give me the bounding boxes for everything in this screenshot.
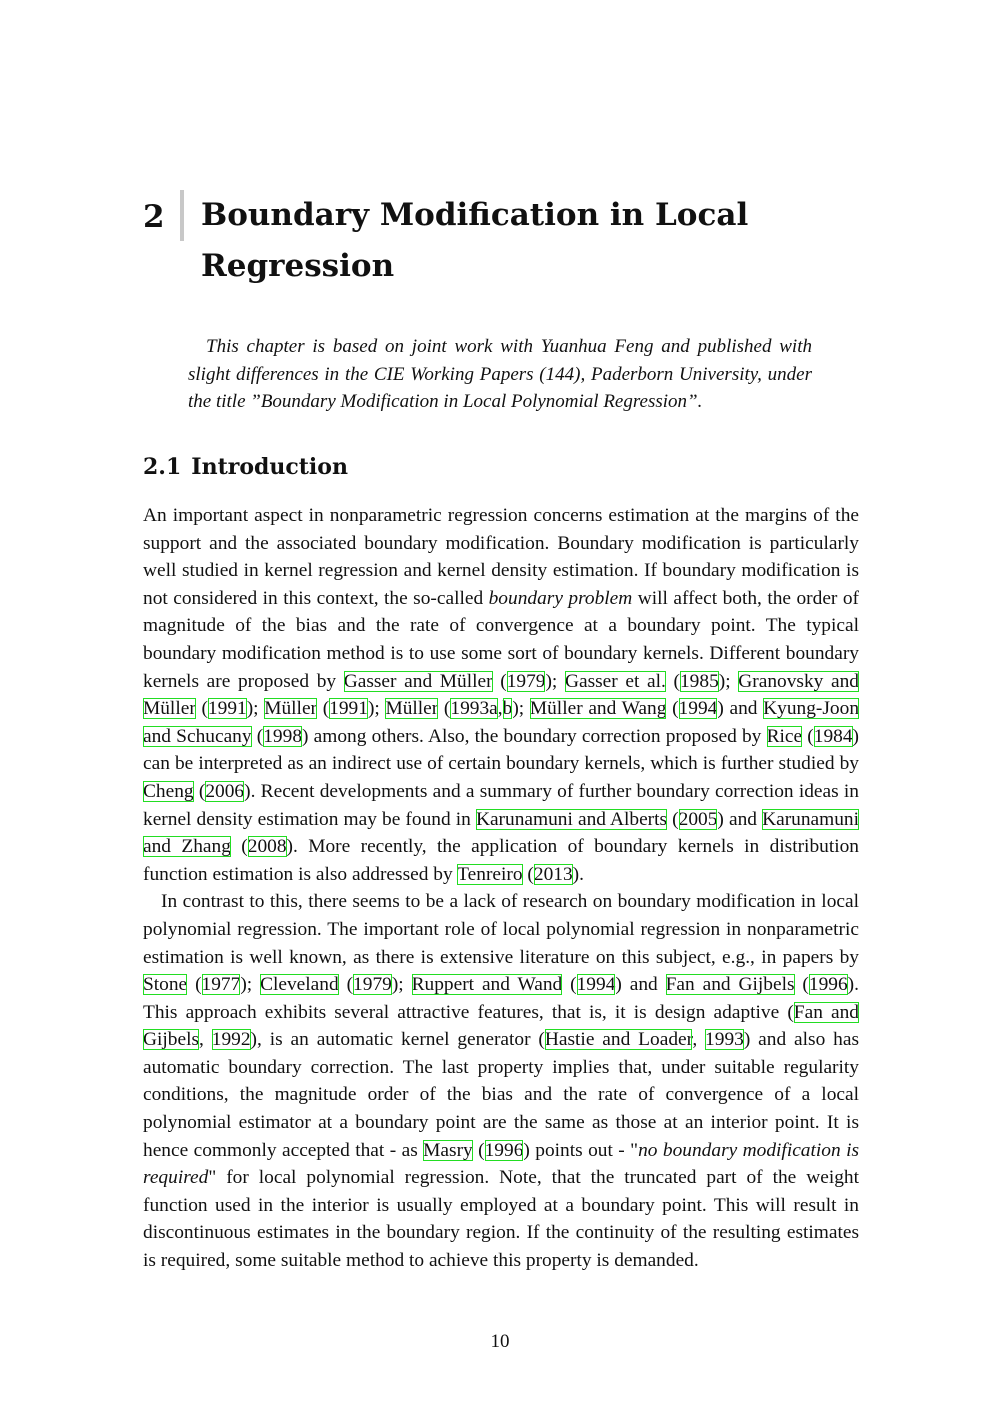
section-number: 2.1: [143, 454, 182, 480]
citation-link[interactable]: Karunamuni and Alberts: [475, 808, 668, 830]
text-run: );: [367, 698, 386, 720]
text-run: ) and: [717, 808, 763, 830]
section-title: Introduction: [191, 454, 348, 480]
citation-year-link[interactable]: 1984: [813, 725, 853, 747]
citation-year-link[interactable]: 1994: [576, 974, 616, 996]
section-heading: [143, 452, 348, 482]
chapter-number: 2: [143, 199, 165, 235]
citation-link[interactable]: Karunamuni and Zhang: [143, 808, 860, 858]
citation-link[interactable]: Gasser et al.: [564, 670, 666, 692]
text-run: ), is an automatic kernel generator (: [250, 1029, 545, 1051]
text-run: ) and: [717, 698, 764, 720]
text-run: );: [545, 670, 565, 692]
text-run: In contrast to this, there seems to be a lack of research on boundary modification in local polynomial regression. The important role of local polynomial regression in nonparametric estimation is well known, as there is extensive literature on this subject, e.g., in papers by: [143, 891, 859, 968]
text-run: " for local polynomial regression. Note, that the truncated part of the weight function used in the interior is usually employed at a boundary point. This will result in discontinuous estimates in the boundary region. If the continuity of the resulting estimates is required, some suitable method to achieve this property is demanded.: [143, 1167, 859, 1272]
text-run: ,: [199, 1029, 212, 1051]
citation-link[interactable]: Hastie and Loader: [544, 1029, 693, 1051]
citation-link[interactable]: Fan and Gijbels: [143, 1001, 859, 1051]
citation-link[interactable]: Kyung-Joon and Schucany: [143, 698, 860, 747]
text-run: (: [666, 698, 679, 720]
text-run: ). More recently, the application of boundary kernels in distribution function estimation is also addressed by: [143, 836, 860, 885]
citation-link[interactable]: Masry: [423, 1139, 473, 1161]
text-run: ) and: [615, 974, 666, 996]
text-run: ). Recent developments and a summary of further boundary correction ideas in kernel density estimation may be found in: [143, 780, 859, 830]
text-run: (: [338, 974, 354, 996]
text-run: ,: [692, 1029, 706, 1051]
citation-year-link[interactable]: 1993a: [450, 698, 498, 720]
citation-link[interactable]: Müller: [264, 698, 318, 720]
citation-year-link[interactable]: 1979: [353, 974, 392, 996]
text-run: (: [472, 1139, 485, 1161]
citation-year-link[interactable]: 1996: [808, 974, 848, 996]
text-run: (: [193, 780, 206, 802]
text-run: );: [240, 974, 261, 996]
text-run: (: [251, 725, 264, 747]
citation-year-link[interactable]: 2005: [678, 808, 718, 830]
text-run: ).: [572, 863, 584, 885]
page-number: 10: [490, 1331, 510, 1352]
text-run: );: [391, 974, 412, 996]
citation-link[interactable]: Cleveland: [260, 974, 339, 996]
citation-year-link[interactable]: 1998: [263, 725, 303, 747]
text-run: (: [667, 808, 679, 830]
text-run: );: [246, 698, 265, 720]
emphasis: boundary problem: [488, 587, 633, 609]
text-run: (: [665, 670, 680, 692]
chapter-divider: [180, 190, 184, 241]
text-run: (: [522, 863, 534, 885]
citation-year-link[interactable]: 1979: [506, 670, 546, 692]
citation-year-link[interactable]: 1994: [678, 698, 718, 720]
text-run: (: [438, 698, 451, 720]
text-run: (: [794, 974, 809, 996]
citation-link[interactable]: Gasser and Müller: [343, 670, 493, 692]
text-run: (: [230, 836, 248, 858]
chapter-note: [188, 333, 812, 416]
citation-year-link[interactable]: 1992: [211, 1029, 251, 1051]
text-run: ) points out - ": [523, 1139, 639, 1161]
citation-year-link[interactable]: 2013: [533, 863, 573, 885]
citation-year-link[interactable]: 1991: [329, 698, 368, 720]
citation-link[interactable]: Rice: [766, 725, 803, 747]
citation-link[interactable]: Ruppert and Wand: [411, 974, 563, 996]
citation-year-link[interactable]: 1977: [201, 974, 241, 996]
text-run: ) and also has automatic boundary correction. The last property implies that, under suitable regularity conditions, the magnitude order of the bias and the rate of convergence of a local polynomial estimator at a boundary point are the same as those at an interior point. It is hence commonly accepted that - as: [143, 1029, 859, 1161]
text-run: ). This approach exhibits several attractive features, that is, it is design adaptive (: [143, 974, 859, 1023]
citation-year-link[interactable]: 2008: [247, 836, 287, 858]
chapter-note-text: This chapter is based on joint work with Yuanhua Feng and published with slight differences in the CIE Working Papers (144), Paderborn University, under the title ”Boundary Modification in Local Polynomial Regression”.: [188, 336, 812, 412]
citation-year-link[interactable]: 1991: [207, 698, 247, 720]
text-run: (: [187, 974, 202, 996]
citation-year-link[interactable]: b: [502, 698, 513, 720]
citation-year-link[interactable]: 1985: [679, 670, 719, 692]
text-run: ) among others. Also, the boundary correction proposed by: [302, 725, 767, 747]
chapter-title: Boundary Modification in Local Regression: [201, 197, 749, 284]
text-run: (: [195, 698, 208, 720]
body-text: [143, 502, 859, 1275]
text-run: ) can be interpreted as an indirect use of certain boundary kernels, which is further studied by: [143, 725, 860, 775]
citation-year-link[interactable]: 2006: [205, 780, 245, 802]
citation-link[interactable]: Granovsky and Müller: [143, 670, 859, 720]
text-run: (: [802, 725, 814, 747]
citation-link[interactable]: Fan and Gijbels: [665, 974, 795, 996]
citation-link[interactable]: Tenreiro: [457, 863, 523, 885]
text-run: ,: [497, 698, 503, 720]
citation-link[interactable]: Stone: [143, 974, 188, 996]
text-run: will affect both, the order of magnitude of the bias and the rate of convergence at a boundary point. The typical boundary modification method is to use some sort of boundary kernels. Different boundary kernels are proposed by: [143, 587, 859, 692]
citation-link[interactable]: Cheng: [143, 780, 194, 802]
emphasis: no boundary modification is required: [143, 1139, 860, 1189]
text-run: (: [492, 670, 507, 692]
text-run: (: [317, 698, 330, 720]
paragraph-2: [143, 888, 859, 1274]
paragraph-1: [143, 502, 859, 888]
text-run: );: [512, 698, 530, 720]
text-run: );: [718, 670, 739, 692]
citation-link[interactable]: Müller: [385, 698, 439, 720]
text-run: An important aspect in nonparametric regression concerns estimation at the margins of the support and the associated boundary modification. Boundary modification is particularly well studied in kernel regression and kernel density estimation. If boundary modification is not considered in this context, the so-called: [143, 505, 859, 609]
text-run: (: [562, 974, 577, 996]
citation-year-link[interactable]: 1993: [705, 1029, 744, 1051]
citation-year-link[interactable]: 1996: [484, 1139, 524, 1161]
citation-link[interactable]: Müller and Wang: [529, 698, 667, 720]
